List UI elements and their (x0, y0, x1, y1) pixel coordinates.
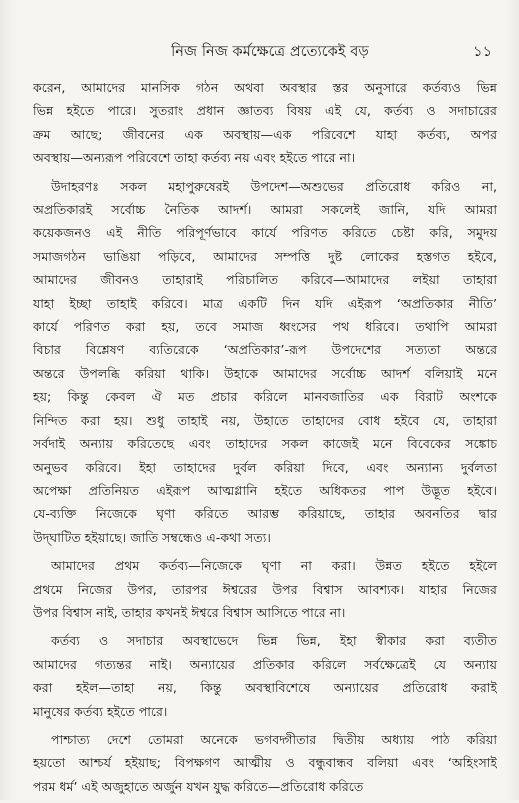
text-line: অন্তরে উপলব্ধি করিয়া থাকি। উহাকে আমাদের সর্বোচ্চ আদর্শ বলিয়াই মনে (33, 365, 497, 381)
running-header (40, 42, 500, 66)
text-line: সমাজগঠন ভাঙিয়া পড়িবে, আমাদের সম্পত্তি দুষ্ট লোকের হস্তগত হইবে, (33, 248, 497, 264)
paragraph (33, 728, 497, 798)
paragraph (33, 629, 497, 723)
text-line: অবস্থায়—অন্যরূপ পরিবেশে তাহা কর্তব্য নয় এবং হইতে পারে না। (33, 150, 356, 166)
text-line: মানুষের কর্তব্য হইতে পারে। (33, 703, 168, 719)
text-line: কর্তব্য ও সদাচার অবস্থাভেদে ভিন্ন ভিন্ন, ইহা স্বীকার করা ব্যতীত (51, 633, 497, 649)
text-line: হয়; কিন্তু কেবল ঐ মত প্রচার করিলে মানবজাতির এক বিরাট অংশকে (33, 389, 497, 405)
text-line: সর্বদাই অন্যায় করিতেছে এবং তাহাদের সকল কাজেই মনে বিবেকের সঙ্কোচ (33, 436, 497, 452)
text-line: নিন্দিত করা হয়। শুধু তাহাই নয়, উহাতে তাহাদের বোধ হইবে যে, তাহারা (33, 412, 497, 428)
text-line: ভিন্ন হইতে পারে। সুতরাং প্রধান জ্ঞাতব্য বিষয় এই যে, কর্তব্য ও সদাচারের (33, 103, 497, 119)
body-text (33, 76, 497, 803)
paragraph (33, 175, 497, 550)
text-line: উদ্‌ঘাটিত হইয়াছে। জাতি সম্বন্ধেও এ-কথা সত্য। (33, 529, 271, 545)
text-line: হয়তো আশ্চর্য হইয়াছ; বিপক্ষগণ আত্মীয় ও বন্ধুবান্ধব বলিয়া এবং ‘অহিংসাই (33, 755, 497, 771)
text-line: অপেক্ষা প্রতিনিয়ত এইরূপ আত্মগ্লানি হইতে অধিকতর পাপ উদ্ভূত হইবে। (33, 482, 497, 498)
text-line: করা হইল—তাহা নয়, কিন্তু অবস্থাবিশেষে অন্যায়ের প্রতিরোধ করাই (33, 680, 497, 696)
text-line: অপ্রতিকারই সর্বোচ্চ নৈতিক আদর্শ। আমরা সকলেই জানি, যদি আমরা (33, 202, 497, 218)
paragraph (33, 554, 497, 624)
text-line: অনুভব করিবে। ইহা তাহাদের দুর্বল করিয়া দিবে, এবং অন্যান্য দুর্বলতা (33, 459, 497, 475)
text-line: যাহা ইচ্ছা তাহাই করিবে। মাত্র একটি দিন যদি এইরূপ ‘অপ্রতিকার নীতি’ (33, 295, 497, 311)
text-line: উপর বিশ্বাস নাই, তাহার কখনই ঈশ্বরে বিশ্বাস আসিতে পারে না। (33, 604, 346, 620)
text-line: আমাদের প্রথম কর্তব্য—নিজেকে ঘৃণা না করা। উন্নত হইতে হইলে (51, 558, 497, 574)
text-line: প্রথমে নিজের উপর, তারপর ঈশ্বরের উপর বিশ্বাস আবশ্যক। যাহার নিজের (33, 581, 497, 597)
text-line: যে-ব্যক্তি নিজেকে ঘৃণা করিতে আরম্ভ করিয়াছে, তাহার অবনতির দ্বার (33, 506, 497, 522)
text-line: আমাদের গত্যন্তর নাই। অন্যায়ের প্রতিকার করিলে সর্বক্ষেত্রেই যে অন্যায় (33, 656, 497, 672)
text-line: আমাদের জীবনও তাহারাই পরিচালিত করিবে—আমাদের লইয়া তাহারা (33, 272, 497, 288)
page-number: ১১ (473, 44, 492, 60)
text-line: উদাহরণঃ সকল মহাপুরুষেরই উপদেশ—অশুভের প্রতিরোধ করিও না, (51, 178, 497, 194)
text-line: পরম ধর্ম’ এই অজুহাতে অর্জুন যখন যুদ্ধ করিতে—প্রতিরোধ করিতে (33, 778, 364, 794)
text-line: ক্রম আছে; জীবনের এক অবস্থায়—এক পরিবেশে যাহা কর্তব্য, অপর (33, 126, 497, 142)
text-line: বিচার বিশ্লেষণ ব্যতিরেকে ‘অপ্রতিকার’-রূপ উপদেশের সত্যতা অন্তরে (33, 342, 497, 358)
text-line: পাশ্চাত্য দেশে তোমরা অনেকে ভগবদ্গীতার দ্বিতীয় অধ্যায় পাঠ করিয়া (51, 731, 497, 747)
paragraph (33, 76, 497, 170)
text-line: কয়েকজনও এই নীতি পরিপূর্ণভাবে কার্যে পরিণত করিতে চেষ্টা করি, সমুদয় (33, 225, 497, 241)
chapter-title: নিজ নিজ কর্মক্ষেত্রে প্রত্যেকেই বড় (171, 44, 369, 60)
text-line: কার্যে পরিণত করা হয়, তবে সমাজ ধ্বংসের পথ ধরিবে। তথাপি আমরা (33, 319, 497, 335)
text-line: করেন, আমাদের মানসিক গঠন অথবা অবস্থার স্তর অনুসারে কর্তব্যও ভিন্ন (33, 80, 497, 95)
